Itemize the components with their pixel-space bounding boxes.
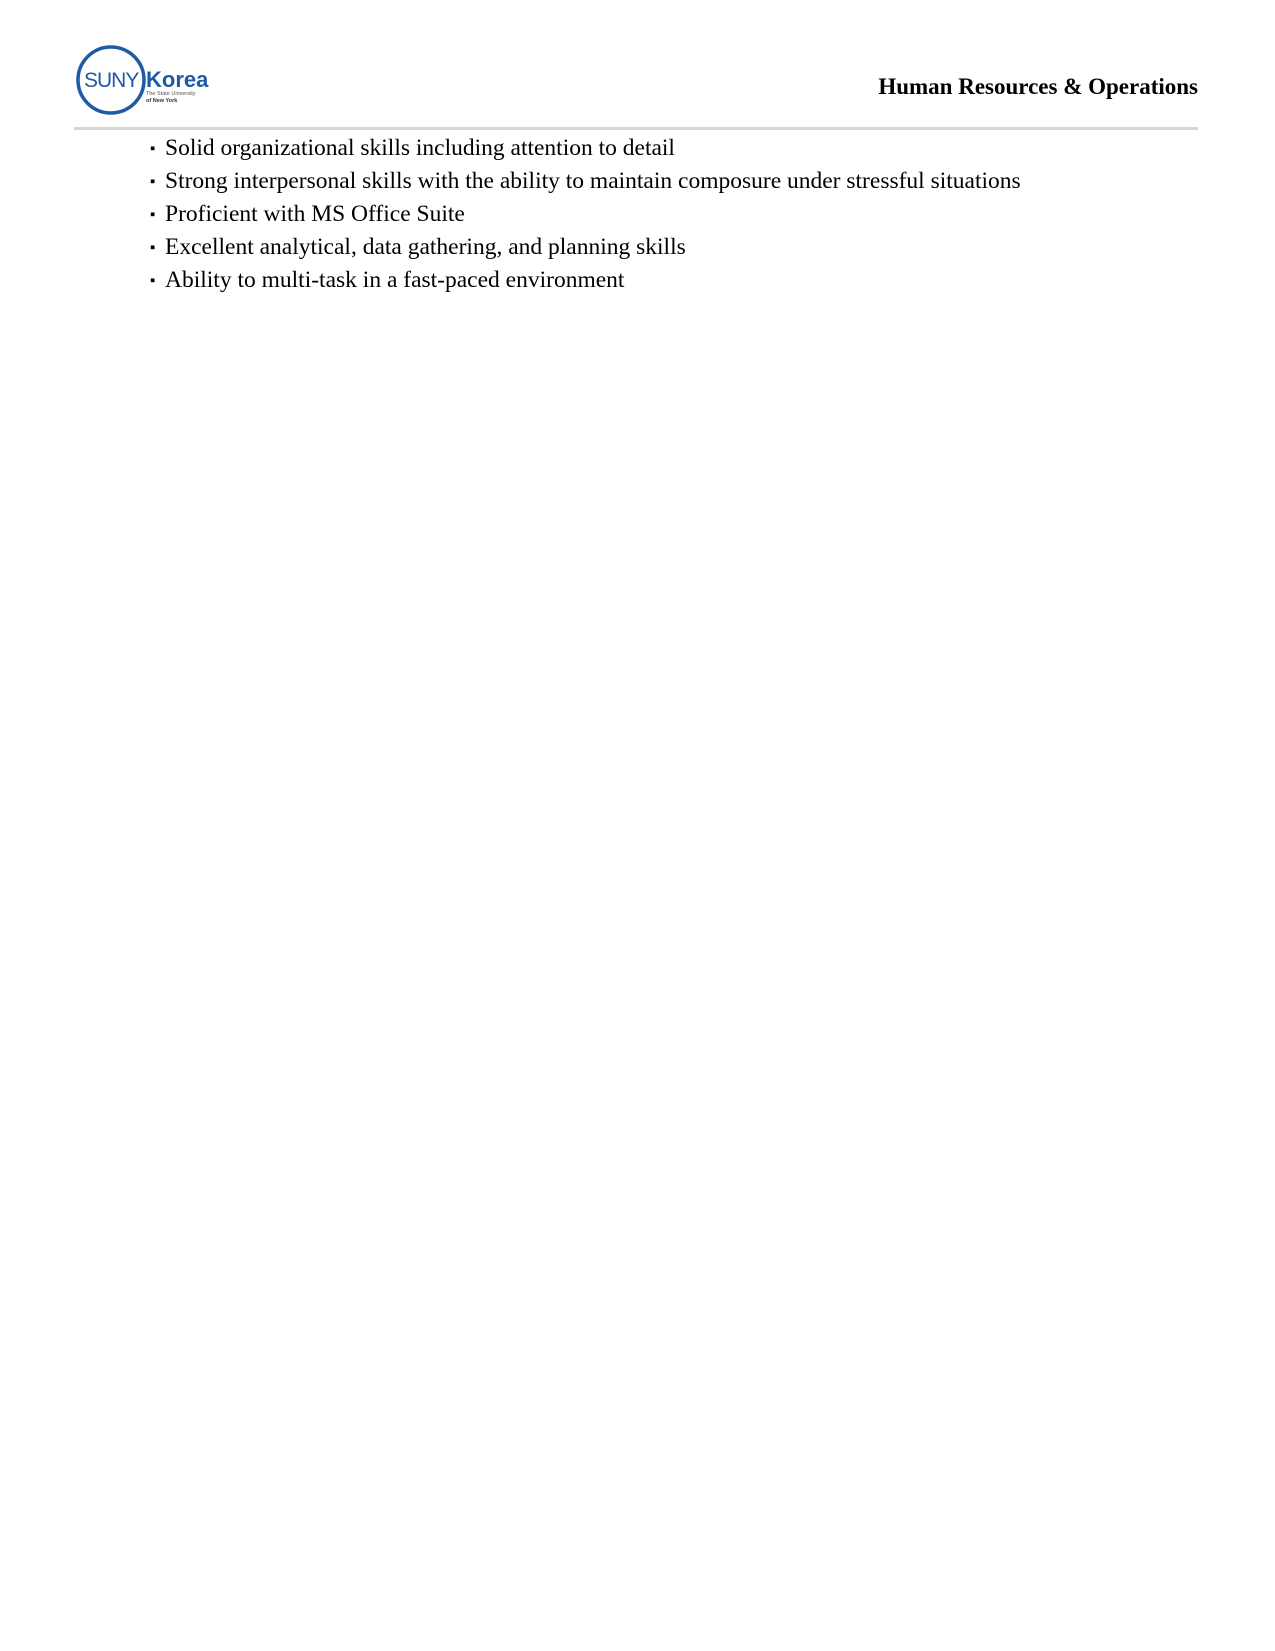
list-item-text: Strong interpersonal skills with the ability to maintain composure under stressful situations xyxy=(165,168,1021,194)
list-item xyxy=(150,165,1021,198)
bullet-icon: ▪ xyxy=(150,141,156,157)
bullet-icon: ▪ xyxy=(150,207,156,223)
list-item-text: Excellent analytical, data gathering, and planning skills xyxy=(165,234,686,260)
list-item xyxy=(150,231,1021,264)
list-item-text: Ability to multi-task in a fast-paced environment xyxy=(165,267,625,293)
bullet-icon: ▪ xyxy=(150,240,156,256)
list-item xyxy=(150,198,1021,231)
header-divider xyxy=(74,127,1198,130)
page-header xyxy=(74,42,1198,126)
bullet-icon: ▪ xyxy=(150,273,156,289)
list-item xyxy=(150,132,1021,165)
list-item-text: Proficient with MS Office Suite xyxy=(165,201,465,227)
requirements-list xyxy=(150,132,1021,297)
department-title: Human Resources & Operations xyxy=(878,74,1198,99)
list-item-text: Solid organizational skills including attention to detail xyxy=(165,135,675,161)
logo-wordmark: Korea xyxy=(146,67,209,92)
logo-tagline-line1: The State University xyxy=(146,91,196,97)
logo-tagline-line2: of New York xyxy=(146,98,178,104)
bullet-icon: ▪ xyxy=(150,174,156,190)
list-item xyxy=(150,264,1021,297)
logo-mark-text: SUNY xyxy=(84,69,139,92)
suny-korea-logo xyxy=(74,44,214,118)
